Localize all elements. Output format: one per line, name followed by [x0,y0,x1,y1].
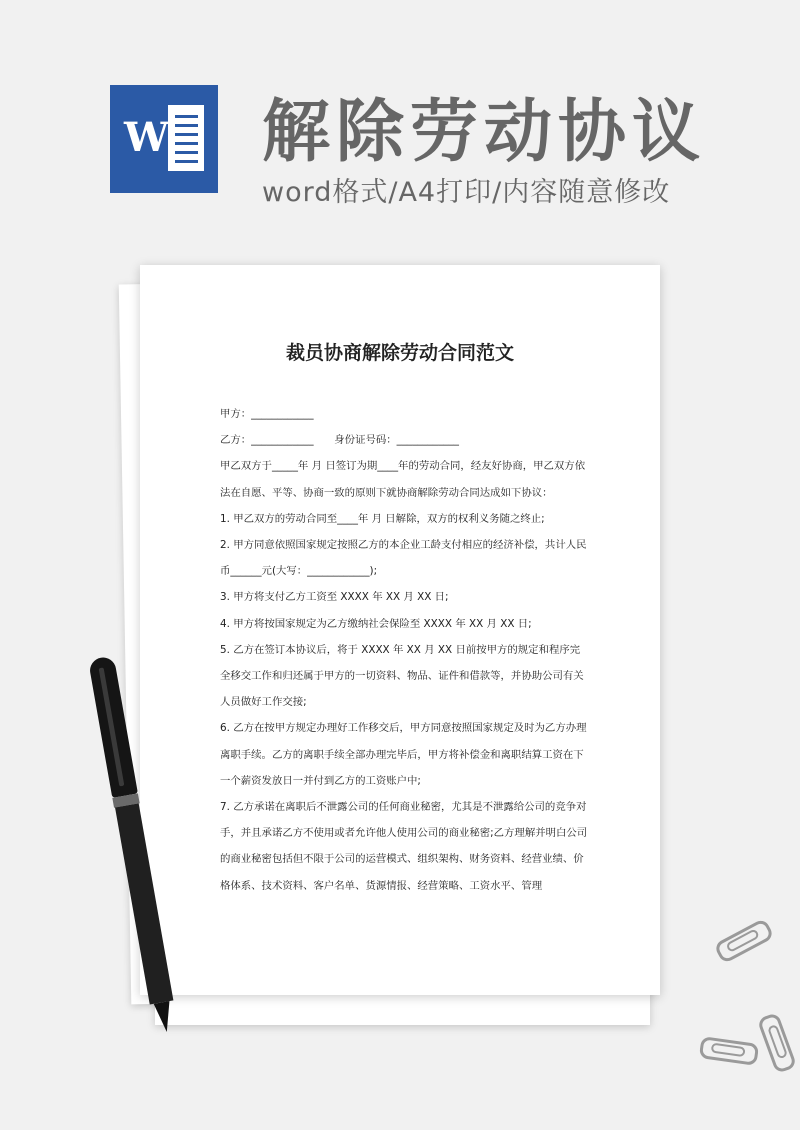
clause-2: 2. 甲方同意依照国家规定按照乙方的本企业工龄支付相应的经济补偿，共计人民币______元(大写：____________); [220,539,587,578]
clause-5: 5. 乙方在签订本协议后，将于 XXXX 年 XX 月 XX 日前按甲方的规定和程序完全移交工作和归还属于甲方的一切资料、物品、证件和借款等，并协助公司有关人员做好工作交接; [220,643,584,709]
page-title: 解除劳动协议 [262,93,707,172]
party-a-line: 甲方：____________ [220,408,314,420]
page-subtitle: word格式/A4打印/内容随意修改 [262,177,671,208]
paperclip-icon [713,918,775,965]
word-letter: W [124,114,169,161]
document-title: 裁员协商解除劳动合同范文 [285,342,514,364]
document-page [140,265,660,995]
paperclip-icon [757,1012,798,1074]
intro-paragraph: 甲乙双方于_____年 月 日签订为期____年的劳动合同，经友好协商，甲乙双方依法在自愿、平等、协商一致的原则下就协商解除劳动合同达成如下协议： [220,460,586,499]
clause-3: 3. 甲方将支付乙方工资至 XXXX 年 XX 月 XX 日; [220,591,449,604]
clause-6: 6. 乙方在按甲方规定办理好工作移交后，甲方同意按照国家规定及时为乙方办理离职手续。乙方的离职手续全部办理完毕后，甲方将补偿金和离职结算工资在下一个薪资发放日一并付到乙方的工资账户中; [220,722,587,787]
clause-1: 1. 甲乙双方的劳动合同至____年 月 日解除，双方的权利义务随之终止; [220,512,545,525]
document-body [220,401,590,899]
word-logo-icon [110,85,218,193]
paperclip-icon [699,1036,759,1066]
party-b-line: 乙方：____________ 身份证号码：____________ [220,434,459,447]
clause-7: 7. 乙方承诺在离职后不泄露公司的任何商业秘密，尤其是不泄露给公司的竞争对手，并且承诺乙方不使用或者允许他人使用公司的商业秘密;乙方理解并明白公司的商业秘密包括但不限于公司的运营模式、组织架构、财务资料、经营业绩、价格体系、技术资料、客户名单、货源情报、经营策略、工资水平、管理 [220,801,588,892]
clause-4: 4. 甲方将按国家规定为乙方缴纳社会保险至 XXXX 年 XX 月 XX 日; [220,617,532,630]
